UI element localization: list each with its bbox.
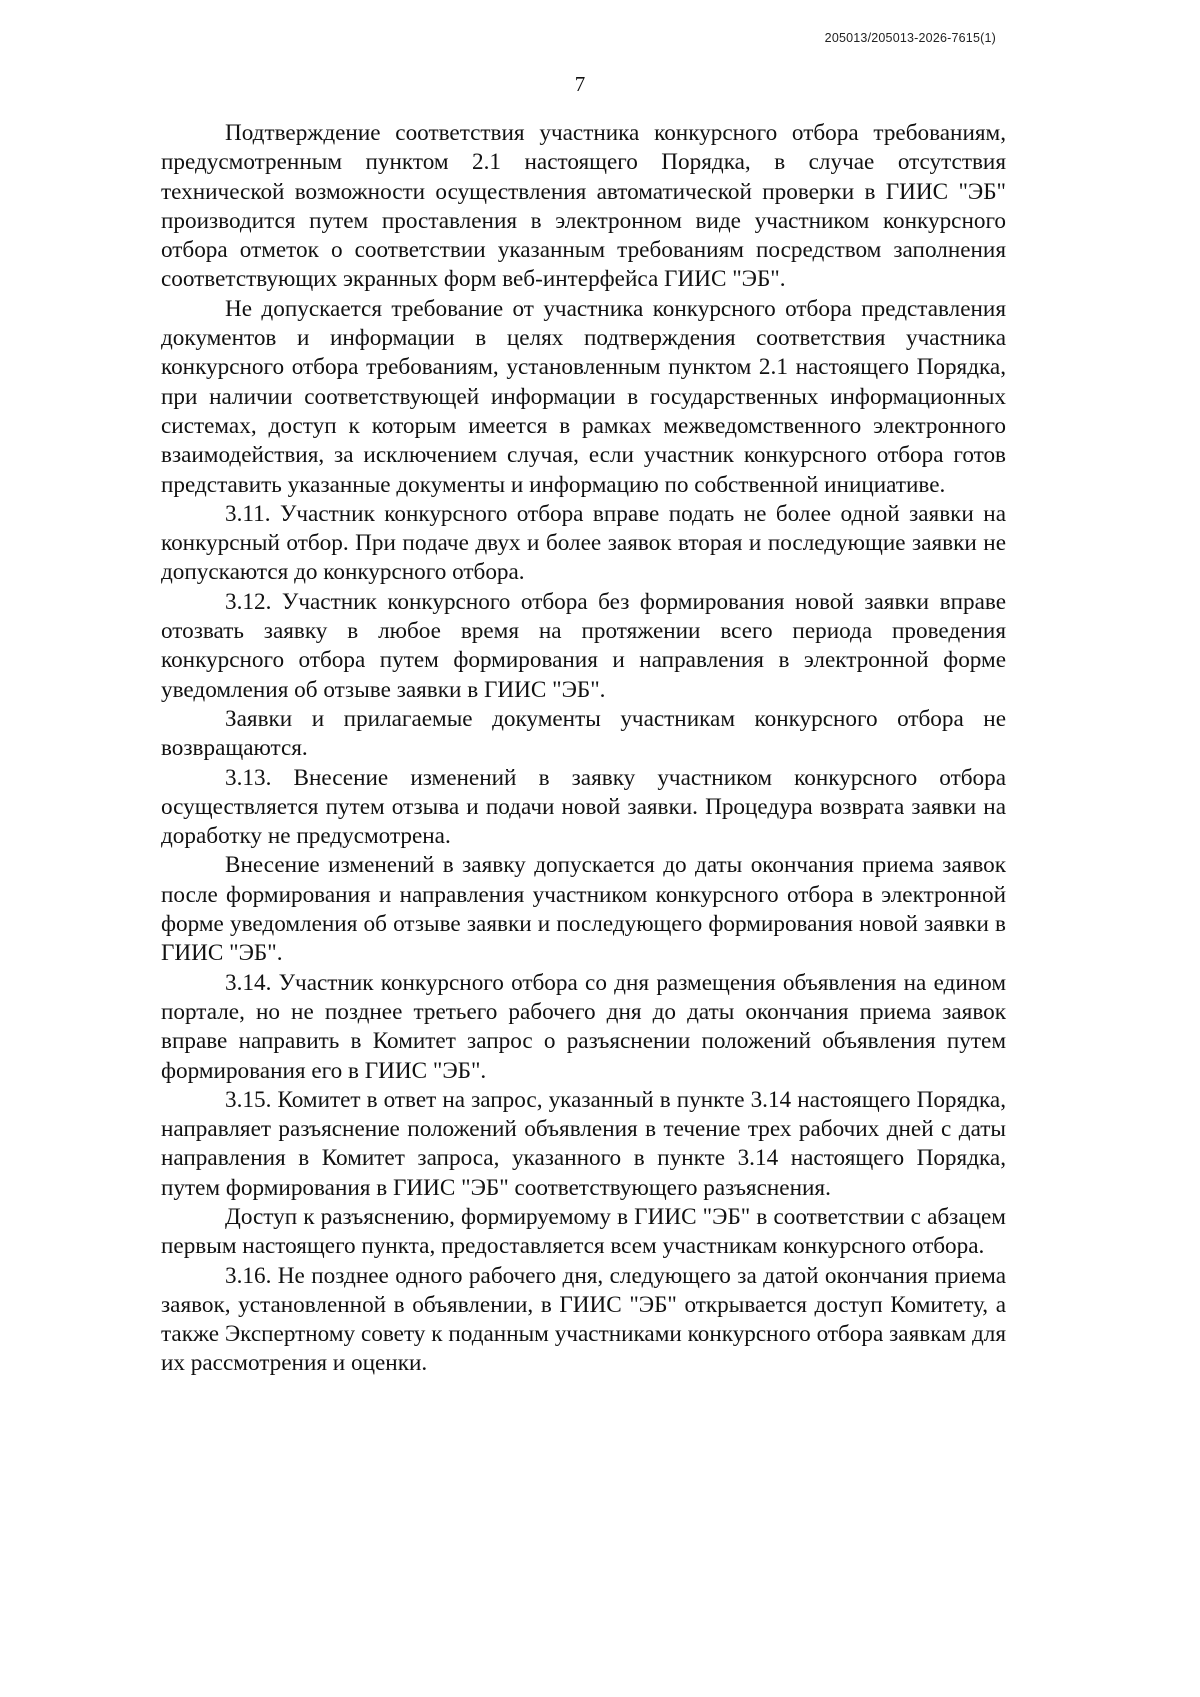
document-body bbox=[161, 119, 1006, 1379]
paragraph: Подтверждение соответствия участника конкурсного отбора требованиям, предусмотренным пунктом 2.1 настоящего Порядка, в случае отсутствия технической возможности осуществления автоматической проверки в ГИИС "ЭБ" производится путем проставления в электронном виде участником конкурсного отбора отметок о соответствии указанным требованиям посредством заполнения соответствующих экранных форм веб-интерфейса ГИИС "ЭБ". bbox=[161, 120, 1006, 293]
paragraph: 3.11. Участник конкурсного отбора вправе подать не более одной заявки на конкурсный отбор. При подаче двух и более заявок вторая и последующие заявки не допускаются до конкурсного отбора. bbox=[161, 500, 1006, 586]
paragraph: Внесение изменений в заявку допускается до даты окончания приема заявок после формирования и направления участником конкурсного отбора в электронной форме уведомления об отзыве заявки и последующего формирования новой заявки в ГИИС "ЭБ". bbox=[161, 852, 1006, 967]
paragraph: Заявки и прилагаемые документы участникам конкурсного отбора не возвращаются. bbox=[161, 705, 1006, 762]
paragraph: 3.12. Участник конкурсного отбора без формирования новой заявки вправе отозвать заявку в любое время на протяжении всего периода проведения конкурсного отбора путем формирования и направления в электронной форме уведомления об отзыве заявки в ГИИС "ЭБ". bbox=[161, 588, 1006, 703]
paragraph: 3.13. Внесение изменений в заявку участником конкурсного отбора осуществляется путем отзыва и подачи новой заявки. Процедура возврата заявки на доработку не предусмотрена. bbox=[161, 764, 1006, 850]
paragraph: 3.15. Комитет в ответ на запрос, указанный в пункте 3.14 настоящего Порядка, направляет разъяснение положений объявления в течение трех рабочих дней с даты направления в Комитет запроса, указанного в пункте 3.14 настоящего Порядка, путем формирования в ГИИС "ЭБ" соответствующего разъяснения. bbox=[161, 1086, 1006, 1201]
paragraph: Не допускается требование от участника конкурсного отбора представления документов и информации в целях подтверждения соответствия участника конкурсного отбора требованиям, установленным пунктом 2.1 настоящего Порядка, при наличии соответствующей информации в государственных информационных системах, доступ к которым имеется в рамках межведомственного электронного взаимодействия, за исключением случая, если участник конкурсного отбора готов представить указанные документы и информацию по собственной инициативе. bbox=[161, 295, 1006, 498]
paragraph: 3.16. Не позднее одного рабочего дня, следующего за датой окончания приема заявок, установленной в объявлении, в ГИИС "ЭБ" открывается доступ Комитету, а также Экспертному совету к поданным участниками конкурсного отбора заявкам для их рассмотрения и оценки. bbox=[161, 1262, 1006, 1377]
paragraph: 3.14. Участник конкурсного отбора со дня размещения объявления на едином портале, но не позднее третьего рабочего дня до даты окончания приема заявок вправе направить в Комитет запрос о разъяснении положений объявления путем формирования его в ГИИС "ЭБ". bbox=[161, 969, 1006, 1084]
document-id: 205013/205013-2026-7615(1) bbox=[824, 31, 996, 45]
page-number: 7 bbox=[574, 72, 586, 96]
paragraph: Доступ к разъяснению, формируемому в ГИИС "ЭБ" в соответствии с абзацем первым настоящего пункта, предоставляется всем участникам конкурсного отбора. bbox=[161, 1203, 1006, 1260]
